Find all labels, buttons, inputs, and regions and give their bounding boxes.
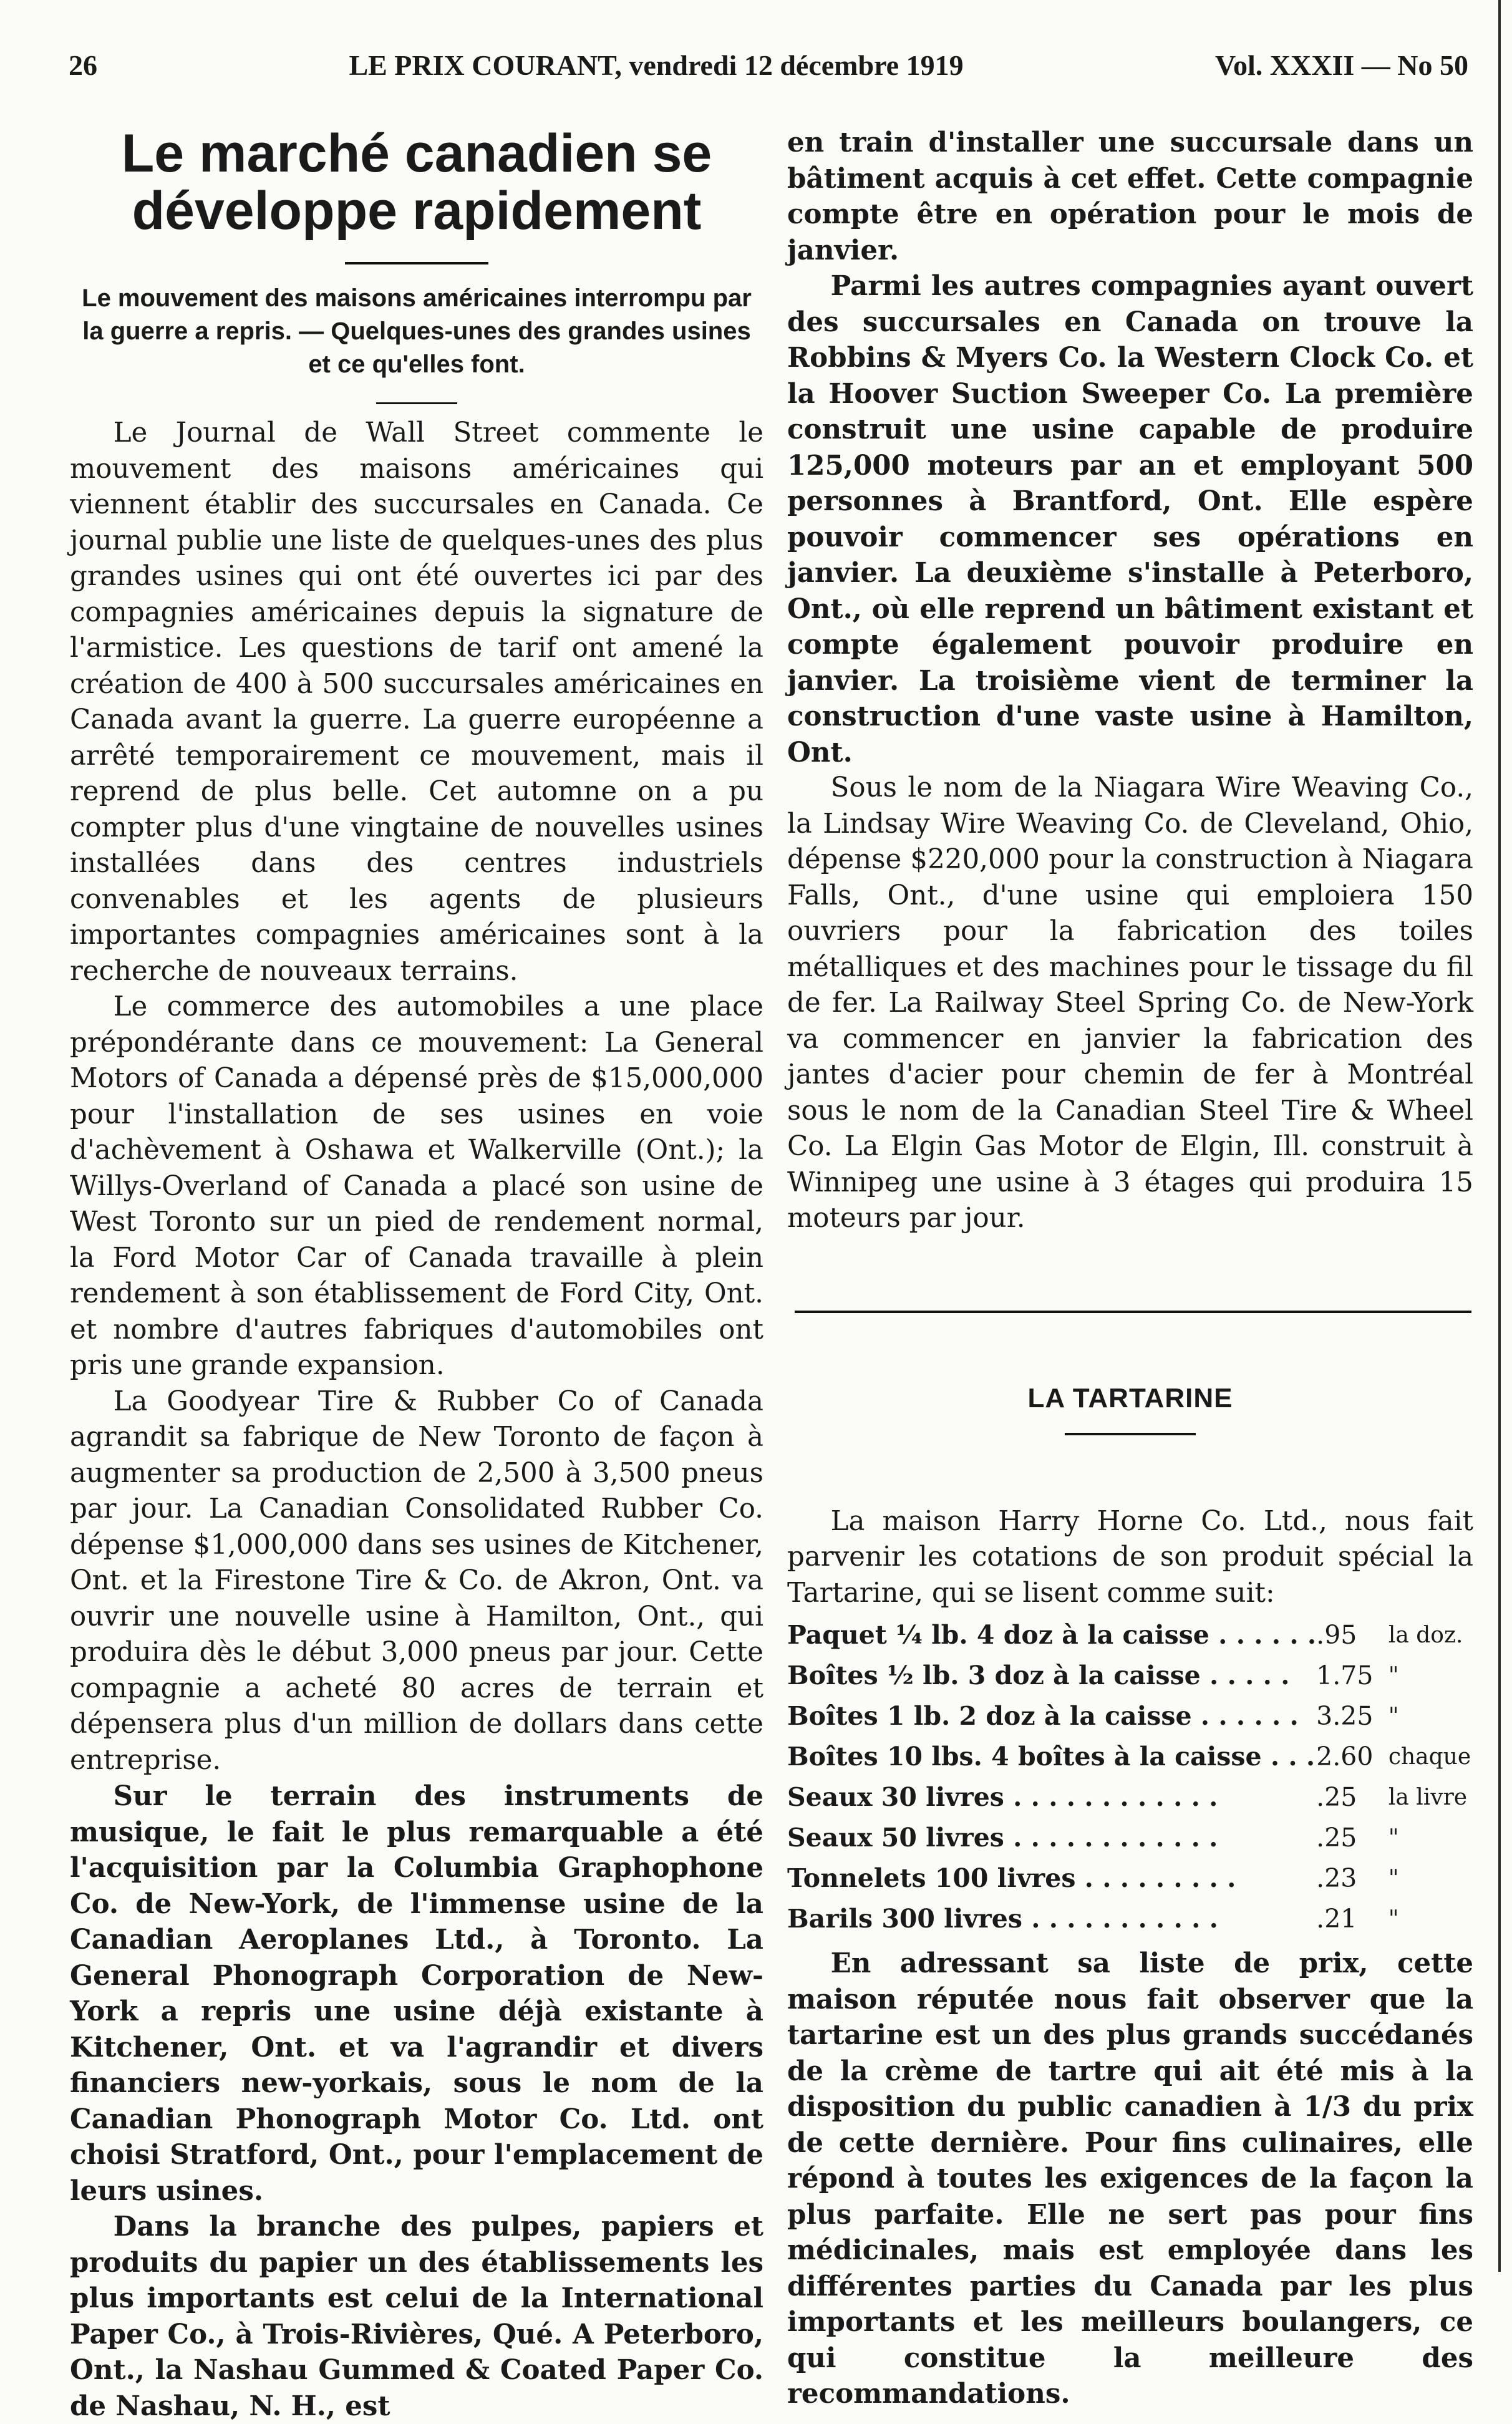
price-unit: " bbox=[1388, 1866, 1399, 1891]
article-paragraph: Le commerce des automobiles a une place prépondérante dans ce mouvement: La General Motors of Canada a dépensé près de $15,000,000 pour l'installation de ses usines en voie d'achèvement à Oshawa et Walkerville (Ont.); la Willys-Overland of Canada a placé son usine de West Toronto sur un pied de rendement normal, la Ford Motor Car of Canada travaille à plein rendement à son établissement de Ford City, Ont. et nombre d'autres fabriques d'automobiles ont pris une grande expansion. bbox=[70, 991, 763, 1381]
price-row bbox=[787, 1818, 1473, 1858]
price-list bbox=[787, 1615, 1473, 1939]
price-row bbox=[787, 1899, 1473, 1939]
page-number: 26 bbox=[69, 49, 97, 81]
left-column bbox=[70, 125, 763, 2424]
price-value: 1.75 bbox=[1316, 1660, 1374, 1690]
price-value: .25 bbox=[1316, 1782, 1357, 1812]
price-item: Boîtes 10 lbs. 4 boîtes à la caisse . . . bbox=[787, 1742, 1316, 1772]
price-unit: la livre bbox=[1388, 1785, 1468, 1810]
page-edge bbox=[1498, 0, 1501, 2272]
article-paragraph: Parmi les autres compagnies ayant ouvert des succursales en Canada on trouve la Robbins & Myers Co. la Western Clock Co. et la Hoover Suction Sweeper Co. La première construit une usine capable de produire 125,000 moteurs par an et employant 500 personnes à Brantford, Ont. Elle espère pouvoir commencer ses opérations en janvier. La deuxième s'installe à Peterboro, Ont., où elle reprend un bâtiment existant et compte également pouvoir produire en janvier. La troisième vient de terminer la construction d'une vaste usine à Hamilton, Ont. bbox=[787, 270, 1473, 768]
price-item: Seaux 30 livres . . . . . . . . . . . . bbox=[787, 1782, 1218, 1812]
price-unit: " bbox=[1388, 1906, 1399, 1932]
article-paragraph: Sous le nom de la Niagara Wire Weaving Co., la Lindsay Wire Weaving Co. de Cleveland, Ohio, dépense $220,000 pour la construction à Niagara Falls, Ont., d'une usine qui emploiera 150 ouvriers pour la fabrication des toiles métalliques et des machines pour le tissage du fil de fer. La Railway Steel Spring Co. de New-York va commencer en janvier la fabrication des jantes d'acier pour chemin de fer à Montréal sous le nom de la Canadian Steel Tire & Wheel Co. La Elgin Gas Motor de Elgin, Ill. construit à Winnipeg une usine à 3 étages qui produira 15 moteurs par jour. bbox=[787, 772, 1473, 1234]
price-row bbox=[787, 1858, 1473, 1899]
price-item: Seaux 50 livres . . . . . . . . . . . . bbox=[787, 1823, 1218, 1853]
price-row bbox=[787, 1696, 1473, 1737]
price-row bbox=[787, 1737, 1473, 1777]
article-paragraph: Dans la branche des pulpes, papiers et produits du papier un des établissements les plus importants est celui de la International Paper Co., à Trois-Rivières, Qué. A Peterboro, Ont., la Nashau Gummed & Coated Paper Co. de Nashau, N. H., est bbox=[70, 2211, 763, 2422]
price-value: .23 bbox=[1316, 1863, 1357, 1893]
tartarine-title-rule bbox=[1065, 1433, 1196, 1435]
price-item: Boîtes ½ lb. 3 doz à la caisse . . . . . bbox=[787, 1660, 1290, 1690]
price-value: .25 bbox=[1316, 1823, 1357, 1853]
publication-line: LE PRIX COURANT, vendredi 12 décembre 1919 bbox=[349, 49, 964, 81]
price-item: Barils 300 livres . . . . . . . . . . . bbox=[787, 1904, 1218, 1934]
right-column bbox=[787, 125, 1473, 2412]
price-value: .21 bbox=[1316, 1904, 1357, 1934]
price-unit: " bbox=[1388, 1663, 1399, 1689]
price-row bbox=[787, 1615, 1473, 1656]
tartarine-closing: En adressant sa liste de prix, cette maison réputée nous fait observer que la tartarine est un des plus grands succédanés de la crème de tartre qui ait été mis à la disposition du public canadien à 1/3 du prix de cette dernière. Pour fins culinaires, elle répond à toutes les exigences de la façon la plus parfaite. Elle ne sert pas pour fins médicinales, mais est employée dans les différentes parties du Canada par les plus importants et les meilleurs boulangers, ce qui constitue la meilleure des recommandations. bbox=[787, 1947, 1473, 2410]
price-unit: la doz. bbox=[1388, 1622, 1463, 1648]
article-deck: Le mouvement des maisons américaines interrompu par la guerre a repris. — Quelques-unes des grandes usines et ce qu'elles font. bbox=[82, 284, 752, 378]
price-row bbox=[787, 1656, 1473, 1696]
article-paragraph: La Goodyear Tire & Rubber Co of Canada agrandit sa fabrique de New Toronto de façon à augmenter sa production de 2,500 à 3,500 pneus par jour. La Canadian Consolidated Rubber Co. dépense $1,000,000 dans ses usines de Kitchener, Ont. et la Firestone Tire & Co. de Akron, Ont. va ouvrir une nouvelle usine à Hamilton, Ont., qui produira dès le début 3,000 pneus par jour. Cette compagnie a acheté 80 acres de terrain et dépensera plus d'un million de dollars dans cette entreprise. bbox=[70, 1385, 763, 1776]
article-headline: Le marché canadien se développe rapidement bbox=[121, 124, 712, 241]
price-unit: chaque bbox=[1388, 1744, 1471, 1770]
article-paragraph: Le Journal de Wall Street commente le mouvement des maisons américaines qui viennent établir des succursales en Canada. Ce journal publie une liste de quelques-unes des plus grandes usines qui ont été ouvertes ici par des compagnies américaines depuis la signature de l'armistice. Les questions de tarif ont amené la création de 400 à 500 succursales américaines en Canada avant la guerre. La guerre européenne a arrêté temporairement ce mouvement, mais il reprend de plus belle. Cet automne on a pu compter plus d'une vingtaine de nouvelles usines installées dans des centres industriels convenables et les agents de plusieurs importantes compagnies américaines sont à la recherche de nouveaux terrains. bbox=[70, 417, 763, 987]
price-item: Paquet ¼ lb. 4 doz à la caisse . . . . . . bbox=[787, 1620, 1317, 1650]
price-item: Boîtes 1 lb. 2 doz à la caisse . . . . . . bbox=[787, 1701, 1299, 1731]
running-head bbox=[69, 49, 1468, 82]
article-paragraph-continued: en train d'installer une succursale dans un bâtiment acquis à cet effet. Cette compagnie compte être en opération pour le mois de janvier. bbox=[787, 127, 1473, 266]
price-unit: " bbox=[1388, 1825, 1399, 1851]
headline-rule bbox=[345, 262, 488, 264]
price-value: .95 bbox=[1316, 1620, 1357, 1650]
volume-number: Vol. XXXII — No 50 bbox=[1215, 49, 1468, 81]
tartarine-title: LA TARTARINE bbox=[1027, 1382, 1233, 1413]
price-value: 3.25 bbox=[1316, 1701, 1374, 1731]
deck-rule bbox=[376, 402, 457, 404]
price-value: 2.60 bbox=[1316, 1742, 1374, 1772]
section-divider bbox=[795, 1311, 1471, 1313]
price-row bbox=[787, 1777, 1473, 1818]
tartarine-intro: La maison Harry Horne Co. Ltd., nous fait parvenir les cotations de son produit spécial la Tartarine, qui se lisent comme suit: bbox=[787, 1505, 1473, 1609]
price-item: Tonnelets 100 livres . . . . . . . . . bbox=[787, 1863, 1236, 1893]
article-paragraph: Sur le terrain des instruments de musique, le fait le plus remarquable a été l'acquisition par la Columbia Graphophone Co. de New-York, de l'immense usine de la Canadian Aeroplanes Ltd., à Toronto. La General Phonograph Corporation de New-York a repris une usine déjà existante à Kitchener, Ont. et va l'agrandir et divers financiers new-yorkais, sous le nom de la Canadian Phonograph Motor Co. Ltd. ont choisi Stratford, Ont., pour l'emplacement de leurs usines. bbox=[70, 1780, 763, 2207]
price-unit: " bbox=[1388, 1704, 1399, 1729]
